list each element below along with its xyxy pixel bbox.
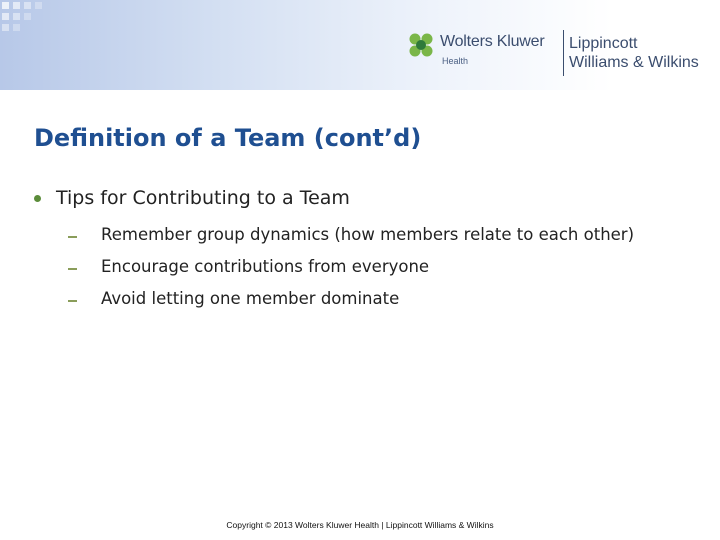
publisher-logo (406, 28, 718, 82)
copyright-footer: Copyright © 2013 Wolters Kluwer Health | Lippincott Williams & Wilkins (226, 520, 494, 530)
slide-title: Definition of a Team (cont’d) (34, 124, 422, 152)
sub-bullet-text: Remember group dynamics (how members relate to each other) (101, 225, 635, 244)
brand-lippincott (569, 34, 699, 72)
sub-bullet-item (34, 257, 714, 289)
dash-icon (68, 300, 77, 302)
sub-bullet-item (34, 225, 714, 257)
brand-lippincott-line1: Lippincott (569, 35, 638, 52)
brand-wolters-kluwer: Wolters Kluwer (440, 33, 545, 50)
bullet-list (34, 186, 714, 321)
bullet-dot-icon (34, 195, 41, 202)
dash-icon (68, 268, 77, 270)
sub-bullet-text: Encourage contributions from everyone (101, 257, 430, 276)
bullet-item (34, 186, 714, 214)
sub-bullet-list (34, 225, 714, 321)
decorative-square-grid (0, 0, 60, 40)
logo-divider (563, 30, 564, 76)
sub-bullet-text: Avoid letting one member dominate (101, 289, 400, 308)
brand-health: Health (442, 56, 469, 66)
sub-bullet-item (34, 289, 714, 321)
brand-lippincott-line2: Williams & Wilkins (569, 54, 699, 71)
wolters-kluwer-logo-icon (408, 32, 434, 58)
dash-icon (68, 236, 77, 238)
bullet-text: Tips for Contributing to a Team (56, 187, 350, 209)
